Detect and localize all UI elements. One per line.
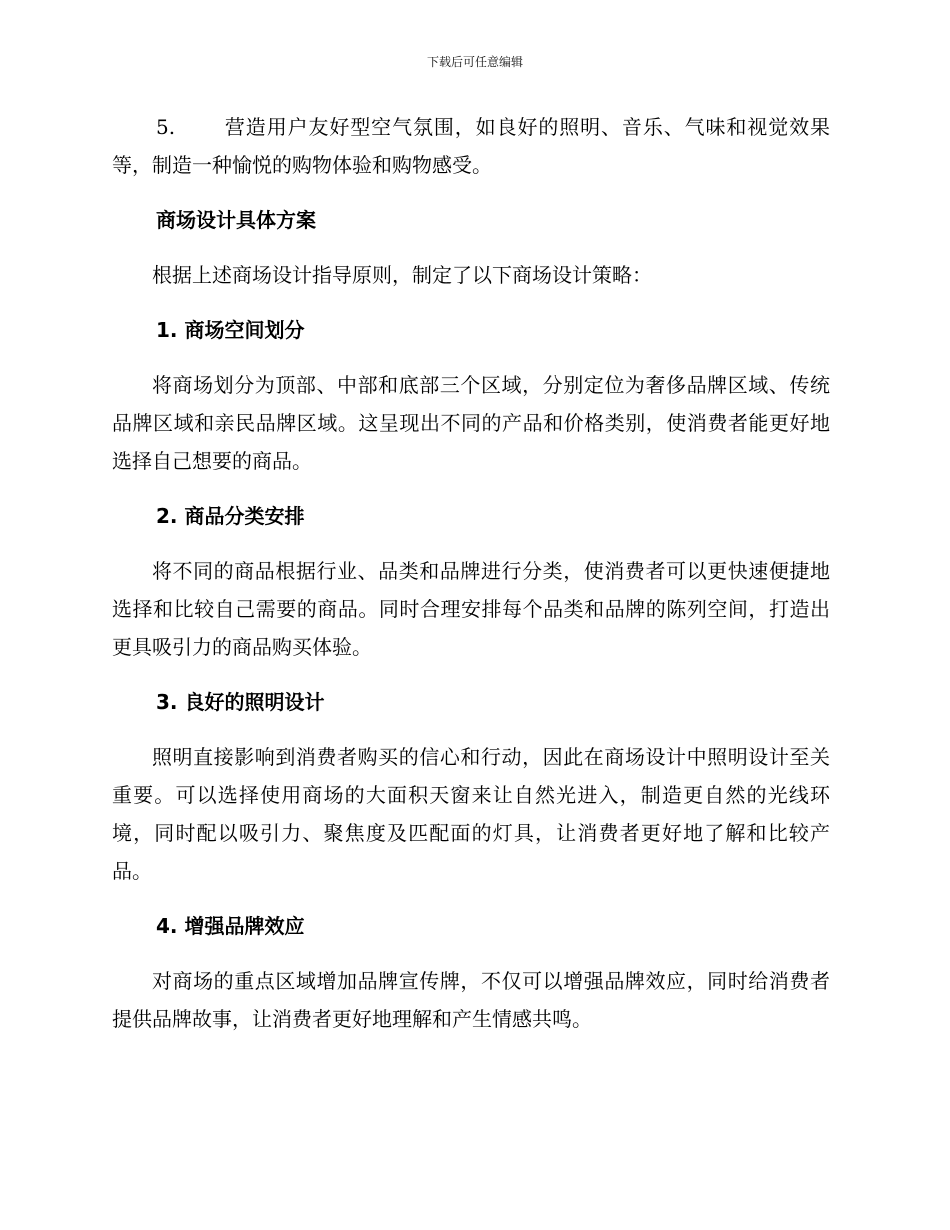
section-heading-brand: 4. 增强品牌效应: [156, 914, 305, 938]
paragraph-intro: 根据上述商场设计指导原则，制定了以下商场设计策略：: [152, 263, 652, 287]
section-heading-category: 2. 商品分类安排: [156, 504, 305, 528]
list-item-number: 5.: [156, 115, 176, 139]
section-heading-lighting: 3. 良好的照明设计: [156, 690, 325, 714]
paragraph-brand: 对商场的重点区域增加品牌宣传牌，不仅可以增强品牌效应，同时给消费者提供品牌故事，让消费者更好地理解和产生情感共鸣。: [112, 969, 830, 1031]
paragraph-space: 将商场划分为顶部、中部和底部三个区域，分别定位为奢侈品牌区域、传统品牌区域和亲民品牌区域。这呈现出不同的产品和价格类别，使消费者能更好地选择自己想要的商品。: [112, 373, 830, 473]
list-item-5: [112, 108, 830, 184]
section-heading-plan: 商场设计具体方案: [156, 208, 316, 232]
section-heading-space: 1. 商场空间划分: [156, 318, 305, 342]
list-item-text: 营造用户友好型空气氛围，如良好的照明、音乐、气味和视觉效果等，制造一种愉悦的购物体验和购物感受。: [112, 115, 830, 177]
paragraph-category: 将不同的商品根据行业、品类和品牌进行分类，使消费者可以更快速便捷地选择和比较自己需要的商品。同时合理安排每个品类和品牌的陈列空间，打造出更具吸引力的商品购买体验。: [112, 559, 830, 659]
page-header-note: 下载后可任意编辑: [426, 55, 523, 69]
document-body: [112, 108, 830, 1055]
paragraph-lighting: 照明直接影响到消费者购买的信心和行动，因此在商场设计中照明设计至关重要。可以选择使用商场的大面积天窗来让自然光进入，制造更自然的光线环境，同时配以吸引力、聚焦度及匹配面的灯具，让消费者更好地了解和比较产品。: [112, 745, 830, 883]
